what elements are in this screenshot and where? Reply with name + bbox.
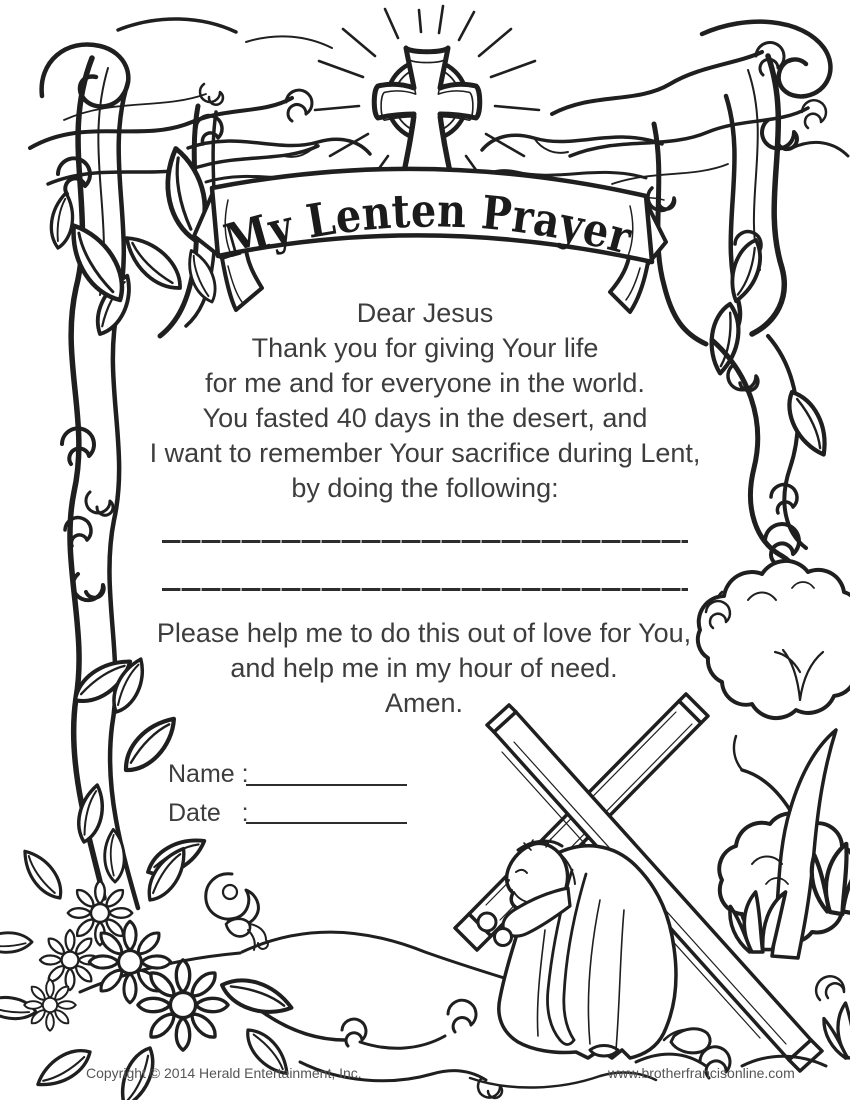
writing-line-2: [162, 588, 688, 591]
closing-line: Amen.: [384, 688, 464, 718]
cloud-swirls-right: [552, 22, 848, 184]
prayer-line: for me and for everyone in the world.: [205, 368, 645, 398]
closing-line: and help me in my hour of need.: [230, 653, 618, 683]
name-write-line: [246, 784, 407, 786]
prayer-line: Dear Jesus: [356, 298, 494, 328]
date-label: Date :: [168, 799, 249, 827]
copyright-text: Copyright © 2014 Herald Entertainment, Inc.: [86, 1065, 362, 1081]
prayer-line: I want to remember Your sacrifice during Lent,: [149, 438, 701, 468]
closing-text-block: [94, 616, 754, 721]
prayer-text-block: [95, 296, 755, 506]
writing-line-1: [162, 540, 688, 543]
banner-title: My Lenten Prayer: [218, 183, 641, 269]
jesus-figure: [478, 839, 710, 1058]
prayer-line: You fasted 40 days in the desert, and: [202, 403, 648, 433]
date-write-line: [246, 822, 407, 824]
name-label: Name :: [168, 760, 249, 788]
website-text: www.brotherfrancisonline.com: [608, 1065, 795, 1081]
butterfly-icon: [206, 874, 268, 950]
prayer-line: Thank you for giving Your life: [251, 333, 599, 363]
closing-line: Please help me to do this out of love for You,: [156, 618, 692, 648]
prayer-line: by doing the following:: [291, 473, 559, 503]
